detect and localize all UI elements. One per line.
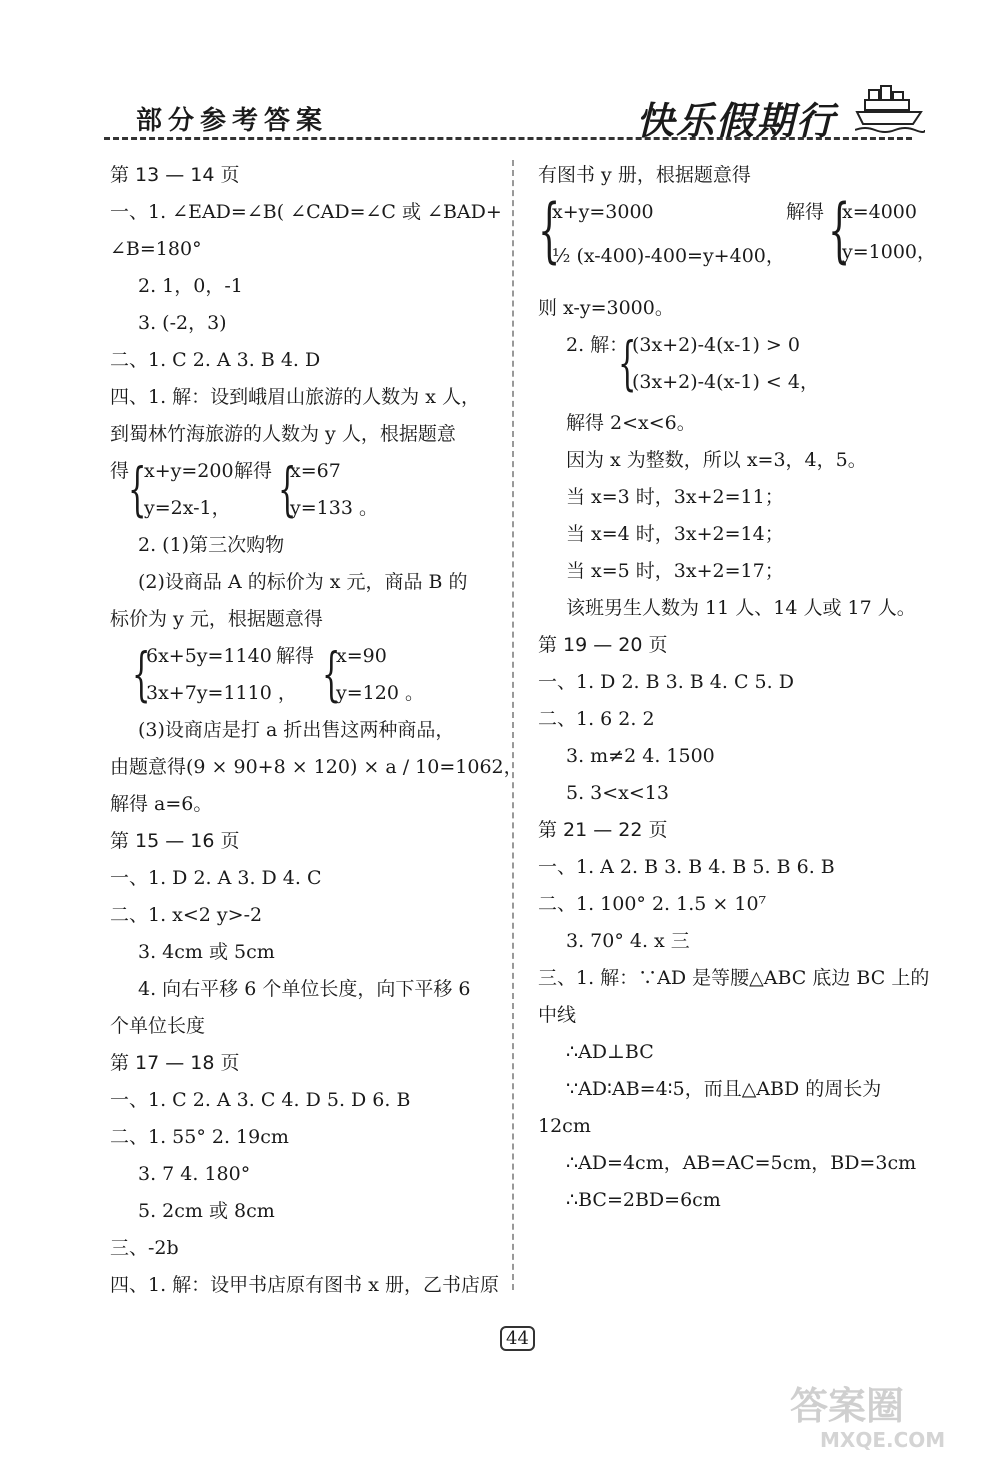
answer-line: 一、1. A 2. B 3. B 4. B 5. B 6. B: [538, 856, 835, 878]
answer-line: 中线: [538, 1004, 577, 1026]
equation-prefix: 2. 解：: [566, 334, 629, 356]
answer-line: 二、1. 100° 2. 1.5 × 10⁷: [538, 893, 767, 915]
answer-line: 5. 2cm 或 8cm: [138, 1200, 275, 1222]
section-title: 第 19 — 20 页: [538, 634, 668, 656]
answer-line: ∴BC=2BD=6cm: [566, 1189, 721, 1211]
header-right-title: 快乐假期行: [636, 98, 837, 143]
answer-line: 解得 2<x<6。: [566, 412, 696, 434]
equation-solve-label: 解得: [786, 201, 825, 223]
answer-line: 四、1. 解：设到峨眉山旅游的人数为 x 人，: [110, 386, 480, 408]
answer-line: (2)设商品 A 的标价为 x 元，商品 B 的: [138, 571, 468, 593]
answer-line: 一、1. C 2. A 3. C 4. D 5. D 6. B: [110, 1089, 411, 1111]
equation-solve-label: 解得: [276, 645, 315, 667]
answer-line: 3. 4cm 或 5cm: [138, 941, 275, 963]
answer-line: 四、1. 解：设甲书店原有图书 x 册，乙书店原: [110, 1274, 499, 1296]
answer-line: 个单位长度: [110, 1015, 206, 1037]
brace-icon: {: [132, 640, 151, 708]
answer-line: 3. 7 4. 180°: [138, 1163, 251, 1185]
answer-line: 5. 3<x<13: [566, 782, 669, 804]
answer-line: 有图书 y 册，根据题意得: [538, 164, 751, 186]
answer-line: 三、1. 解：∵AD 是等腰△ABC 底边 BC 上的: [538, 967, 930, 989]
equation: x+y=3000: [552, 201, 654, 223]
equation: (3x+2)-4(x-1) > 0: [632, 334, 800, 356]
header-left-title: 部分参考答案: [136, 106, 329, 136]
answer-line: 因为 x 为整数，所以 x=3，4，5。: [566, 449, 867, 471]
equation-system: [110, 638, 500, 712]
answer-line: ∠B=180°: [110, 238, 202, 260]
answer-line: 二、1. C 2. A 3. B 4. D: [110, 349, 321, 371]
answer-line: 当 x=3 时，3x+2=11；: [566, 486, 784, 508]
equation-solution: x=90: [336, 645, 387, 667]
brace-icon: {: [538, 189, 561, 271]
answer-line: 标价为 y 元，根据题意得: [110, 608, 323, 630]
section-title: 第 21 — 22 页: [538, 819, 668, 841]
answer-line: 一、1. D 2. B 3. B 4. C 5. D: [538, 671, 794, 693]
equation-system: [538, 327, 928, 405]
page-number: 44: [500, 1326, 535, 1351]
answer-line: ∴AD⊥BC: [566, 1041, 654, 1063]
equation-solution: x=67: [290, 460, 341, 482]
watermark-url: MXQE.COM: [820, 1428, 946, 1452]
section-title: 第 13 — 14 页: [110, 164, 240, 186]
header-rule: [104, 137, 912, 140]
boat-icon: [855, 84, 925, 136]
equation-solve-label: 解得: [234, 460, 273, 482]
section-title: 第 17 — 18 页: [110, 1052, 240, 1074]
answer-line: 3. m≠2 4. 1500: [566, 745, 715, 767]
equation: x+y=200: [144, 460, 234, 482]
answer-line: 3. 70° 4. x 三: [566, 930, 690, 952]
answer-line: 2. 1，0，-1: [138, 275, 243, 297]
brace-icon: {: [618, 329, 637, 397]
answer-line: ∴AD=4cm，AB=AC=5cm，BD=3cm: [566, 1152, 917, 1174]
right-column: [538, 157, 937, 1219]
answer-line: 二、1. x<2 y>-2: [110, 904, 263, 926]
left-column: [110, 157, 523, 1304]
section-title: 第 15 — 16 页: [110, 830, 240, 852]
equation-solution: x=4000: [842, 201, 917, 223]
answer-line: 二、1. 55° 2. 19cm: [110, 1126, 289, 1148]
answer-line: 二、1. 6 2. 2: [538, 708, 655, 730]
equation: (3x+2)-4(x-1) < 4，: [632, 371, 819, 393]
answer-line: 3. (-2，3): [138, 312, 227, 334]
answer-line: 一、1. D 2. A 3. D 4. C: [110, 867, 322, 889]
answer-line: 当 x=4 时，3x+2=14；: [566, 523, 784, 545]
equation-solution: y=120 。: [336, 682, 424, 704]
column-divider: [512, 160, 514, 1290]
answer-line: 2. (1)第三次购物: [138, 534, 285, 556]
equation-prefix: 得: [110, 460, 130, 482]
answer-line: ∵AD∶AB=4∶5，而且△ABD 的周长为: [566, 1078, 882, 1100]
equation: 6x+5y=1140: [146, 645, 272, 667]
answer-line: 12cm: [538, 1115, 591, 1137]
watermark-text: 答案圈: [790, 1384, 905, 1428]
equation: y=2x-1，: [144, 497, 231, 519]
brace-icon: {: [828, 189, 851, 271]
equation-solution: y=133 。: [290, 497, 378, 519]
brace-icon: {: [128, 455, 147, 523]
answer-line: 到蜀林竹海旅游的人数为 y 人，根据题意: [110, 423, 456, 445]
watermark-logo: [780, 1375, 960, 1455]
answer-line: 三、-2b: [110, 1237, 179, 1259]
brace-icon: {: [278, 455, 297, 523]
equation: ½ (x-400)-400=y+400，: [552, 245, 785, 267]
answer-line: 该班男生人数为 11 人、14 人或 17 人。: [566, 597, 916, 619]
equation-system: [538, 189, 937, 290]
brace-icon: {: [322, 640, 341, 708]
answer-line: 则 x-y=3000。: [538, 297, 674, 319]
answer-line: 当 x=5 时，3x+2=17；: [566, 560, 784, 582]
answer-line: 4. 向右平移 6 个单位长度，向下平移 6: [138, 978, 471, 1000]
answer-line: 由题意得(9 × 90+8 × 120) × a / 10=1062，: [110, 756, 523, 778]
answer-line: 一、1. ∠EAD=∠B( ∠CAD=∠C 或 ∠BAD+: [110, 201, 502, 223]
equation: 3x+7y=1110 ，: [146, 682, 297, 704]
answer-line: (3)设商店是打 a 折出售这两种商品，: [138, 719, 455, 741]
equation-system: [110, 453, 500, 527]
answer-line: 解得 a=6。: [110, 793, 213, 815]
equation-solution: y=1000，: [842, 241, 937, 263]
